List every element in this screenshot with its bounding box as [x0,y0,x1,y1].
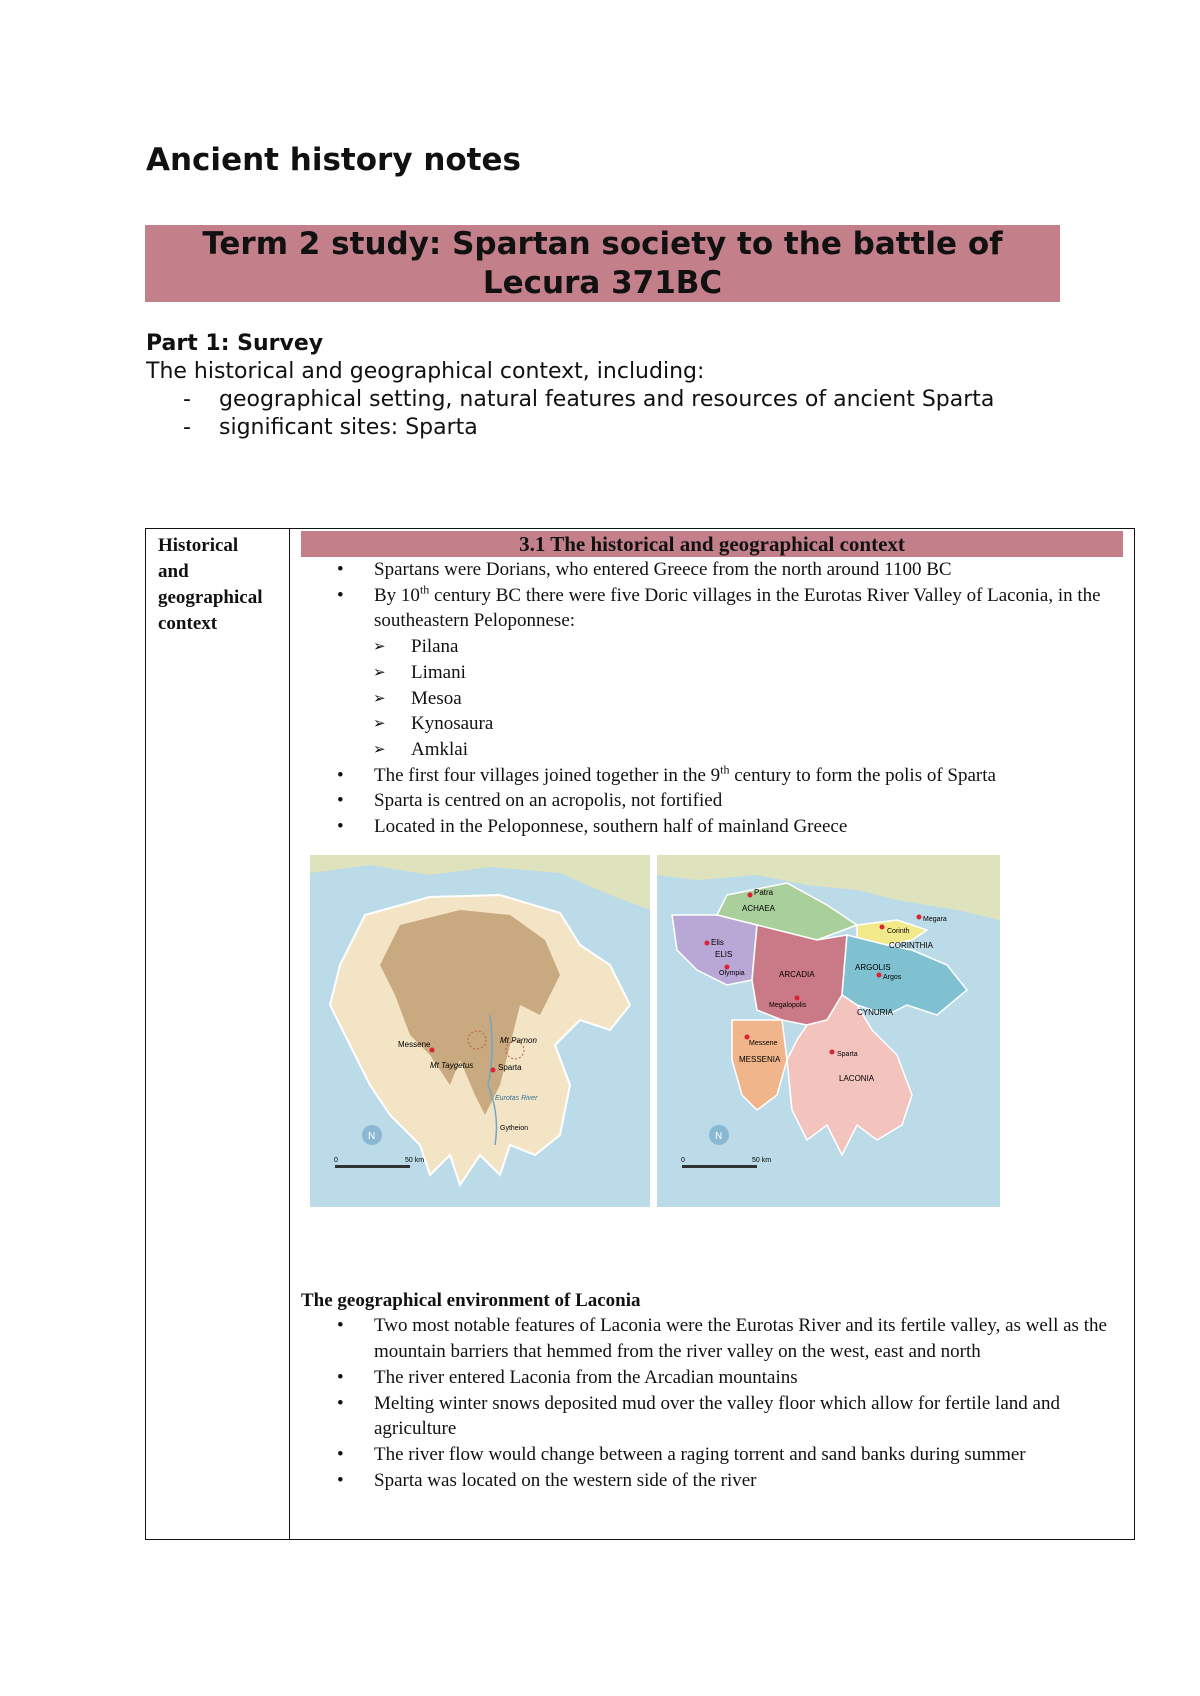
list-item: • Located in the Peloponnese, southern half of mainland Greece [337,816,848,838]
map1-label-messene: Messene [398,1039,431,1049]
map1-north-label: N [368,1130,376,1142]
survey-intro: The historical and geographical context, including: [146,359,705,384]
term-banner [145,225,1060,302]
column-divider [289,529,290,1539]
map2-label-cynuria: CYNURIA [857,1007,894,1017]
list-item: • The river flow would change between a raging torrent and sand banks during summer [337,1443,1026,1465]
village-item: ➢ Limani [301,660,1123,686]
list-item: • The river entered Laconia from the Arcadian mountains [337,1366,798,1388]
physical-map [310,855,650,1207]
map2-label-megalopolis: Megalopolis [769,1001,807,1009]
survey-list [146,386,1046,442]
geo-heading: The geographical environment of Laconia [301,1289,641,1311]
map2-label-laconia: LACONIA [839,1073,875,1083]
map2-label-sparta: Sparta [837,1050,858,1058]
map2-city-dot [917,914,922,919]
village-item: ➢ Kynosaura [301,711,1123,737]
arrow-icon: ➢ [373,741,386,758]
dash-marker: - [183,415,191,440]
banner-line-2: Lecura 371BC [482,265,723,301]
arrow-icon: ➢ [373,690,386,707]
survey-item: - significant sites: Sparta [183,415,478,440]
list-item: • Melting winter snows deposited mud over the valley floor which allow for fertile land and agriculture [337,1392,1060,1440]
villages-list [301,634,1123,763]
arrow-icon: ➢ [373,639,386,656]
village-item: ➢ Mesoa [301,686,1123,712]
context-table [145,528,1135,1540]
map2-label-megara: Megara [923,915,947,923]
dash-marker: - [183,387,191,412]
map2-city-dot [725,964,730,969]
map1-label-sparta: Sparta [498,1062,522,1072]
map2-city-dot [877,972,882,977]
map2-city-dot [880,924,885,929]
map2-label-elis: ELIS [715,949,733,959]
map2-label-elis-city: Elis [711,937,724,947]
map2-north-label: N [715,1130,723,1142]
row-label: Historical and geographical context [158,535,263,634]
map2-label-argos: Argos [883,973,902,981]
section-header: 3.1 The historical and geographical context [301,531,1123,557]
map2-label-corinthia: CORINTHIA [889,940,933,950]
context-bullets-2 [301,763,1123,840]
list-item: • Sparta was located on the western side of the river [337,1469,757,1491]
geo-bullets [301,1313,1123,1493]
survey-item: - geographical setting, natural features and resources of ancient Sparta [183,387,995,412]
map1-label-gytheion: Gytheion [500,1124,529,1132]
map2-city-dot [795,995,800,1000]
list-item: • Spartans were Dorians, who entered Greece from the north around 1100 BC [337,559,952,580]
map2-city-dot [705,940,710,945]
map1-scale-50: 50 km [405,1156,425,1164]
maps-row [301,855,1123,1210]
map2-scale-bar [682,1165,757,1168]
village-item: ➢ Amklai [301,737,1123,763]
map2-city-dot [745,1034,750,1039]
map1-label-taygetus: Mt Taygetus [430,1060,474,1070]
context-bullets [301,557,1123,634]
banner-line-1: Term 2 study: Spartan society to the battle of [202,226,1003,262]
map1-label-parnon: Mt Parnon [500,1035,537,1045]
list-item: • The first four villages joined together in the 9th century to form the polis of Sparta [337,762,996,786]
map1-scale-bar [335,1165,410,1168]
map2-city-dot [830,1049,835,1054]
map1-label-river: Eurotas River [495,1094,538,1102]
survey-heading: Part 1: Survey [146,331,324,356]
map2-label-messenia: MESSENIA [739,1054,781,1064]
map2-label-patra: Patra [754,887,774,897]
list-item: • Sparta is centred on an acropolis, not fortified [337,790,723,812]
map2-label-olympia: Olympia [719,969,745,977]
map2-label-arcadia: ARCADIA [779,969,815,979]
map2-city-dot [748,892,753,897]
map2-scale-50: 50 km [752,1156,772,1164]
map2-scale-0: 0 [681,1156,685,1164]
map2-label-corinth: Corinth [887,927,910,935]
document-title: Ancient history notes [146,142,521,178]
political-map [657,855,997,1207]
survey-section [146,330,1046,442]
map1-scale-0: 0 [334,1156,338,1164]
map1-city-dot [491,1067,496,1072]
arrow-icon: ➢ [373,664,386,681]
map2-label-argolis: ARGOLIS [855,962,891,972]
list-item: • By 10th century BC there were five Doric villages in the Eurotas River Valley of Laconia, in the southeastern Peloponnese: [337,582,1101,632]
map2-label-messene: Messene [749,1039,778,1047]
list-item: • Two most notable features of Laconia were the Eurotas River and its fertile valley, as well as the mountain barriers that hemmed from the river valley on the west, east and north [337,1315,1107,1363]
content-cell [301,531,1123,1493]
village-item: ➢ Pilana [301,634,1123,660]
arrow-icon: ➢ [373,716,386,733]
map2-label-achaea: ACHAEA [742,903,775,913]
